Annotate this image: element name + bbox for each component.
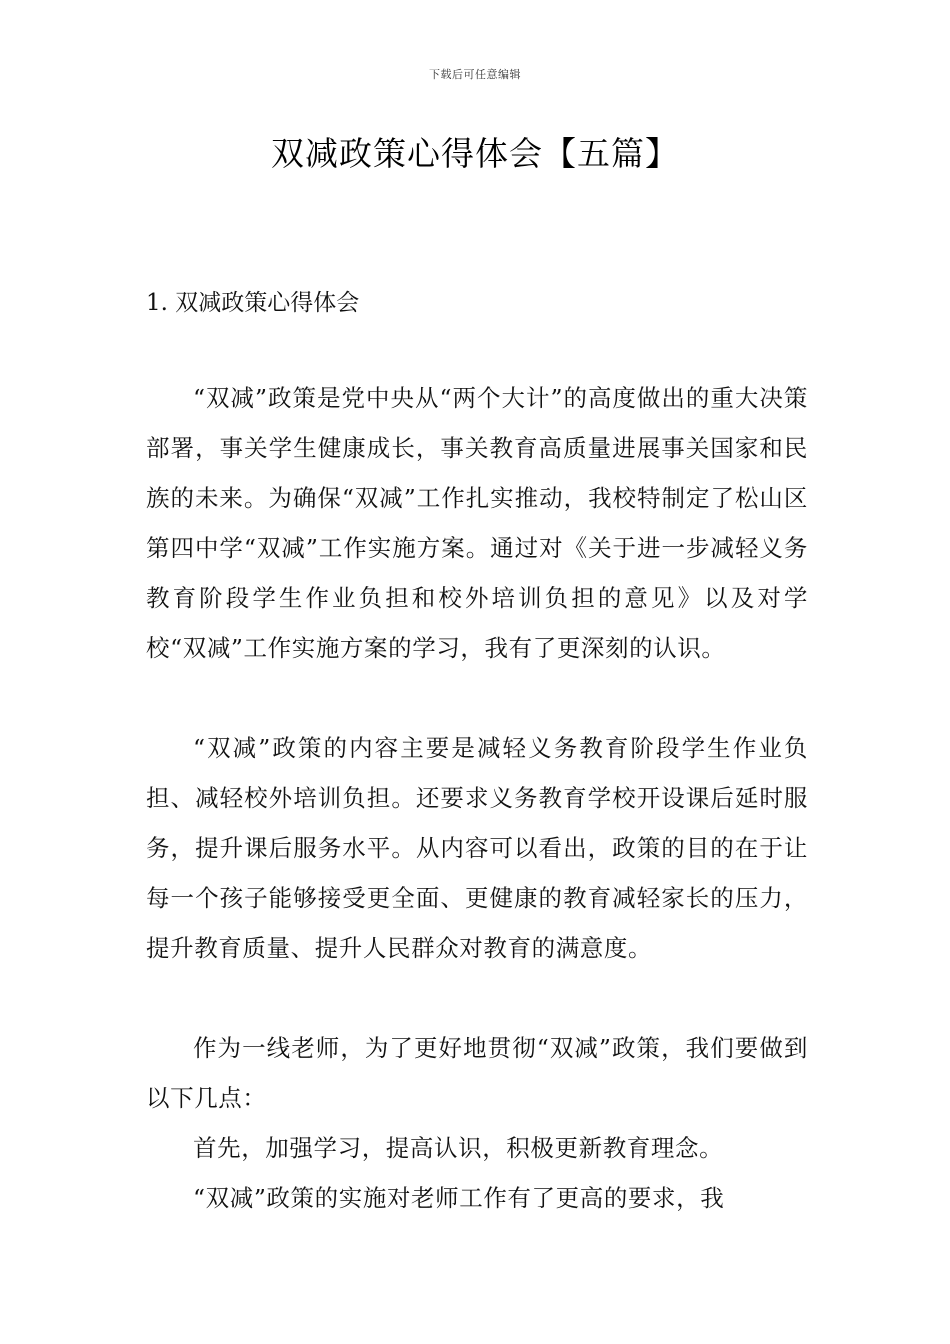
paragraph-3-block: [146, 1023, 808, 1123]
document-title: 双减政策心得体会【五篇】: [271, 134, 679, 173]
paragraph-4-block: [146, 1123, 808, 1173]
paragraph: “双减”政策是党中央从“两个大计”的高度做出的重大决策部署，事关学生健康成长，事关教育高质量进展事关国家和民族的未来。为确保“双减”工作扎实推动，我校特制定了松山区第四中学“双减”工作实施方案。通过对《关于进一步减轻义务教育阶段学生作业负担和校外培训负担的意见》以及对学校“双减”工作实施方案的学习，我有了更深刻的认识。: [146, 384, 808, 662]
paragraph: 首先，加强学习，提高认识，积极更新教育理念。: [193, 1134, 724, 1162]
header-note: 下载后可任意编辑: [429, 68, 521, 81]
paragraph-1-block: [146, 373, 808, 673]
paragraph-5-block: [146, 1173, 808, 1223]
section-heading: 1. 双减政策心得体会: [146, 290, 360, 316]
paragraph: “双减”政策的实施对老师工作有了更高的要求，我: [193, 1184, 725, 1212]
paragraph-2-block: [146, 723, 808, 973]
paragraph: 作为一线老师，为了更好地贯彻“双减”政策，我们要做到以下几点：: [146, 1034, 808, 1112]
paragraph: “双减”政策的内容主要是减轻义务教育阶段学生作业负担、减轻校外培训负担。还要求义务教育学校开设课后延时服务，提升课后服务水平。从内容可以看出，政策的目的在于让每一个孩子能够接受更全面、更健康的教育减轻家长的压力，提升教育质量、提升人民群众对教育的满意度。: [146, 734, 808, 962]
